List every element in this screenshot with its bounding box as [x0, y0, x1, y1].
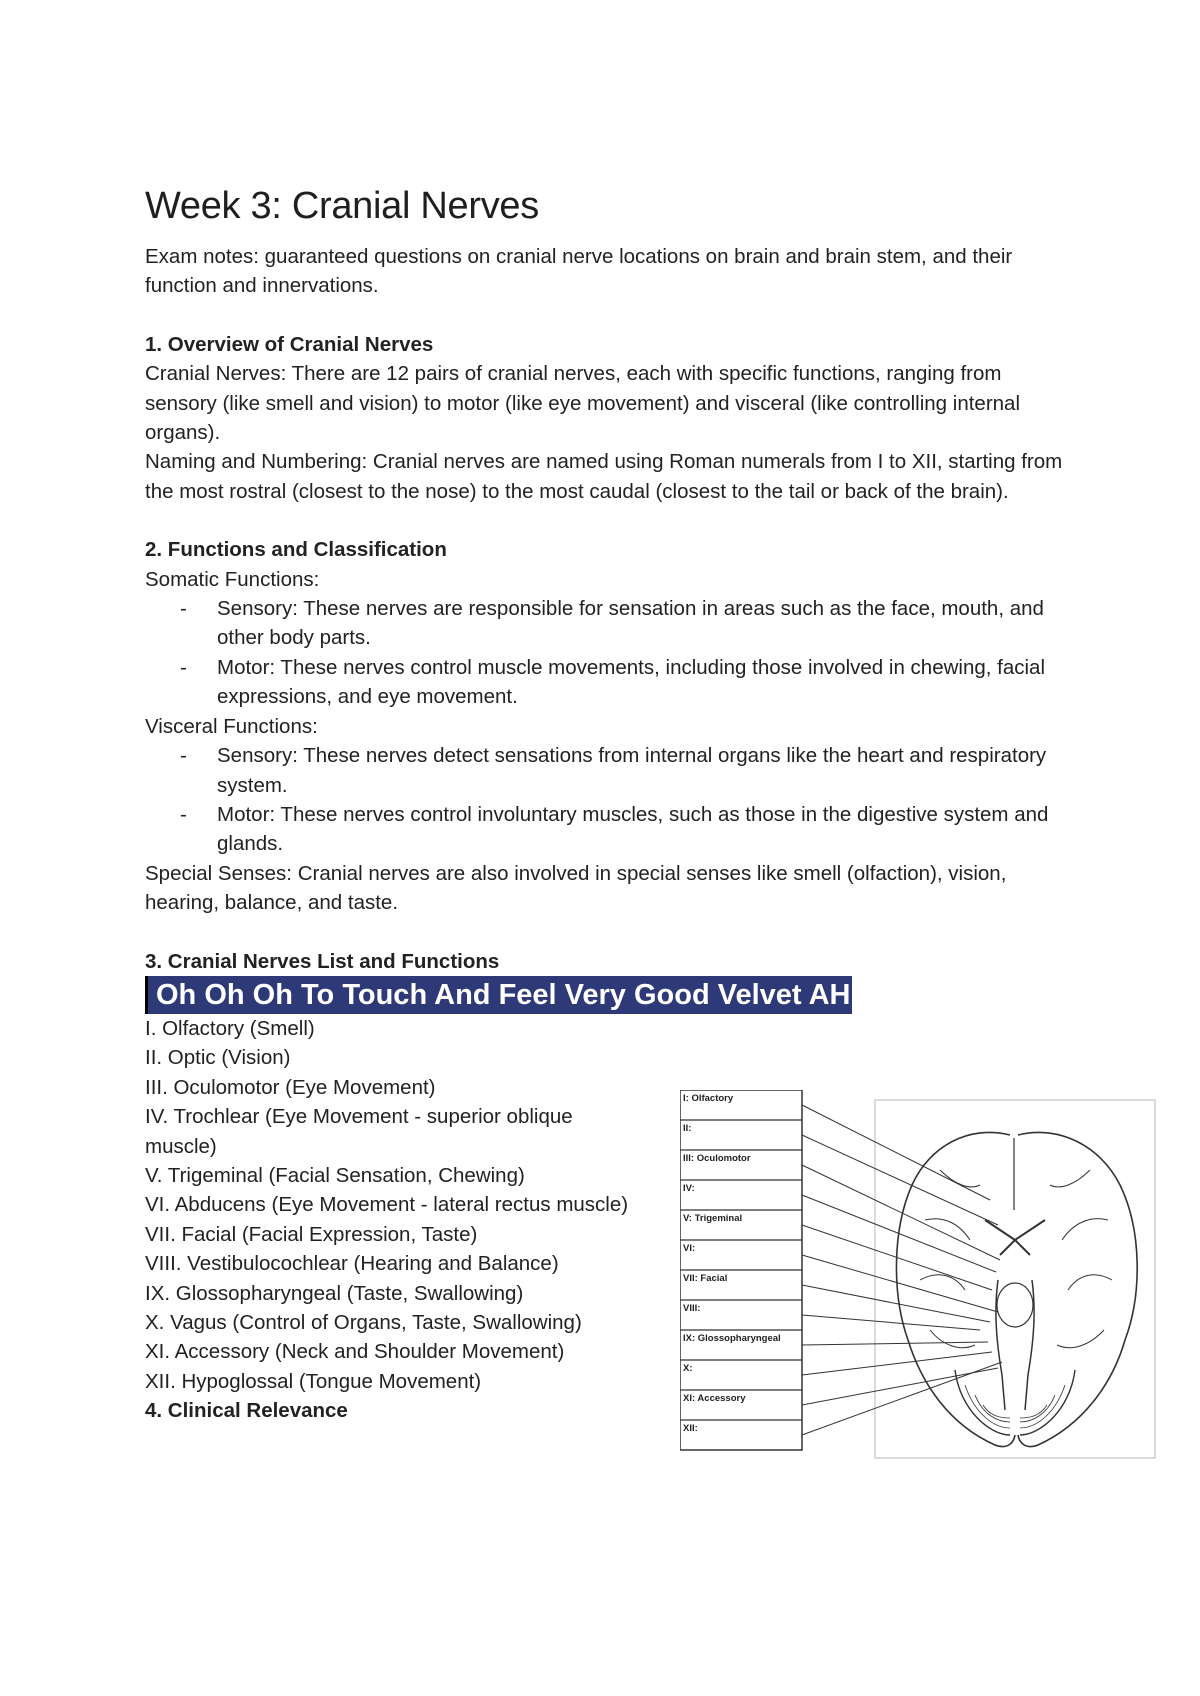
leader-lines	[802, 1105, 1002, 1435]
diagram-label: XII:	[683, 1423, 698, 1434]
diagram-label: IV:	[683, 1183, 695, 1194]
list-item: IV. Trochlear (Eye Movement - superior oblique muscle)	[145, 1105, 573, 1158]
list-item: - Sensory: These nerves detect sensations from internal organs like the heart and respiratory system.	[217, 741, 1065, 800]
special-senses: Special Senses: Cranial nerves are also involved in special senses like smell (olfaction), vision, hearing, balance, and taste.	[145, 861, 1007, 915]
brain-illustration	[896, 1132, 1137, 1446]
diagram-label: X:	[683, 1363, 693, 1374]
list-item: IX. Glossopharyngeal (Taste, Swallowing)	[145, 1281, 524, 1305]
list-item: VII. Facial (Facial Expression, Taste)	[145, 1222, 478, 1246]
list-item: III. Oculomotor (Eye Movement)	[145, 1075, 436, 1099]
list-item: - Motor: These nerves control involuntary muscles, such as those in the digestive system and glands.	[217, 800, 1065, 859]
overview-paragraph-1: Cranial Nerves: There are 12 pairs of cranial nerves, each with specific functions, ranging from sensory (like smell and vision) to motor (like eye movement) and visceral (like controlling internal organs).	[145, 362, 1021, 445]
list-item: II. Optic (Vision)	[145, 1046, 291, 1070]
diagram-frame	[875, 1100, 1155, 1458]
somatic-list	[145, 594, 1065, 712]
visceral-label: Visceral Functions:	[145, 714, 318, 738]
list-item: VIII. Vestibulocochlear (Hearing and Balance)	[145, 1252, 559, 1276]
page-title: Week 3: Cranial Nerves	[145, 185, 539, 227]
list-item: - Sensory: These nerves are responsible for sensation in areas such as the face, mouth, and other body parts.	[217, 594, 1065, 653]
diagram-label: IX: Glossopharyngeal	[683, 1333, 781, 1344]
diagram-label: III: Oculomotor	[683, 1153, 751, 1164]
diagram-label: VI:	[683, 1243, 696, 1254]
list-item: XII. Hypoglossal (Tongue Movement)	[145, 1369, 482, 1393]
section-1-heading: 1. Overview of Cranial Nerves	[145, 332, 434, 356]
diagram-label: I: Olfactory	[683, 1093, 734, 1104]
visceral-list	[145, 741, 1065, 859]
diagram-label: II:	[683, 1123, 692, 1134]
list-item: V. Trigeminal (Facial Sensation, Chewing)	[145, 1163, 525, 1187]
diagram-label: XI: Accessory	[683, 1393, 746, 1404]
list-item: I. Olfactory (Smell)	[145, 1016, 315, 1040]
section-4-heading: 4. Clinical Relevance	[145, 1399, 348, 1423]
list-item: XI. Accessory (Neck and Shoulder Movement)	[145, 1340, 565, 1364]
exam-note: Exam notes: guaranteed questions on cranial nerve locations on brain and brain stem, and their function and innervations.	[145, 245, 1013, 298]
overview-paragraph-2: Naming and Numbering: Cranial nerves are named using Roman numerals from I to XII, starting from the most rostral (closest to the nose) to the most caudal (closest to the tail or back of the brain).	[145, 450, 1063, 503]
diagram-label: VII: Facial	[683, 1273, 728, 1284]
mnemonic-banner: Oh Oh Oh To Touch And Feel Very Good Velvet AH	[145, 976, 852, 1014]
brain-diagram	[680, 1090, 1160, 1490]
nerve-list	[145, 1014, 645, 1396]
diagram-label: V: Trigeminal	[683, 1213, 743, 1224]
section-3-heading: 3. Cranial Nerves List and Functions	[145, 949, 500, 973]
diagram-label: VIII:	[683, 1303, 701, 1314]
section-2-heading: 2. Functions and Classification	[145, 538, 447, 562]
somatic-label: Somatic Functions:	[145, 567, 320, 591]
list-item: VI. Abducens (Eye Movement - lateral rectus muscle)	[145, 1193, 629, 1217]
list-item: - Motor: These nerves control muscle movements, including those involved in chewing, facial expressions, and eye movement.	[217, 653, 1065, 712]
list-item: X. Vagus (Control of Organs, Taste, Swallowing)	[145, 1311, 582, 1334]
